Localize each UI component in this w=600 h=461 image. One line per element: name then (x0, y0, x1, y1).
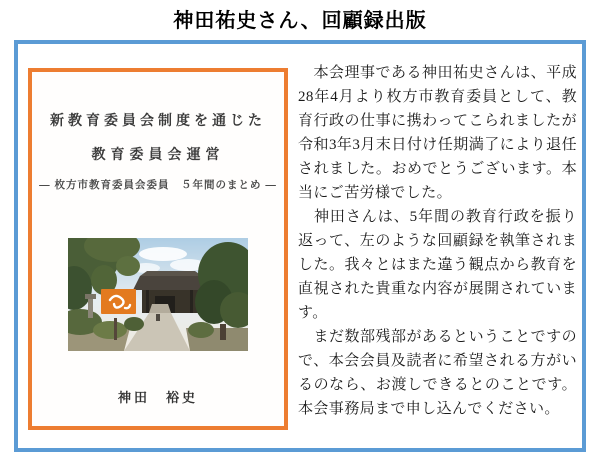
book-cover (28, 68, 288, 430)
book-author: 神田 裕史 (117, 390, 198, 405)
book-title-line1: 新教育委員会制度を通じた (50, 112, 266, 128)
book-subtitle: ― 枚方市教育委員会委員 ５年間のまとめ ― (39, 179, 277, 191)
page-title: 神田祐史さん、回顧録出版 (173, 10, 427, 32)
article-paragraph-2: 神田さんは、5年間の教育行政を振り返って、左のような回顧録を執筆されました。我々とはまた違う観点から教育を直視された貴重な内容が展開されています。 (298, 209, 577, 321)
book-title-line2: 教育委員会運営 (91, 146, 225, 162)
article-paragraph-1: 本会理事である神田祐史さんは、平成28年4月より枚方市教育委員として、教育行政の仕事に携わってこられましたが令和3年3月末日付け任期満了により退任されました。おめでとうございます。本当にご苦労様でした。 (298, 65, 577, 201)
article-paragraph-3: まだ数部残部があるということですので、本会会員及読者に希望される方がいるのなら、お渡しできるとのことです。本会事務局まで申し込んでください。 (298, 329, 577, 417)
blue-frame (14, 40, 586, 452)
article-body (298, 61, 577, 421)
shrine-entrance-photo (68, 238, 248, 351)
